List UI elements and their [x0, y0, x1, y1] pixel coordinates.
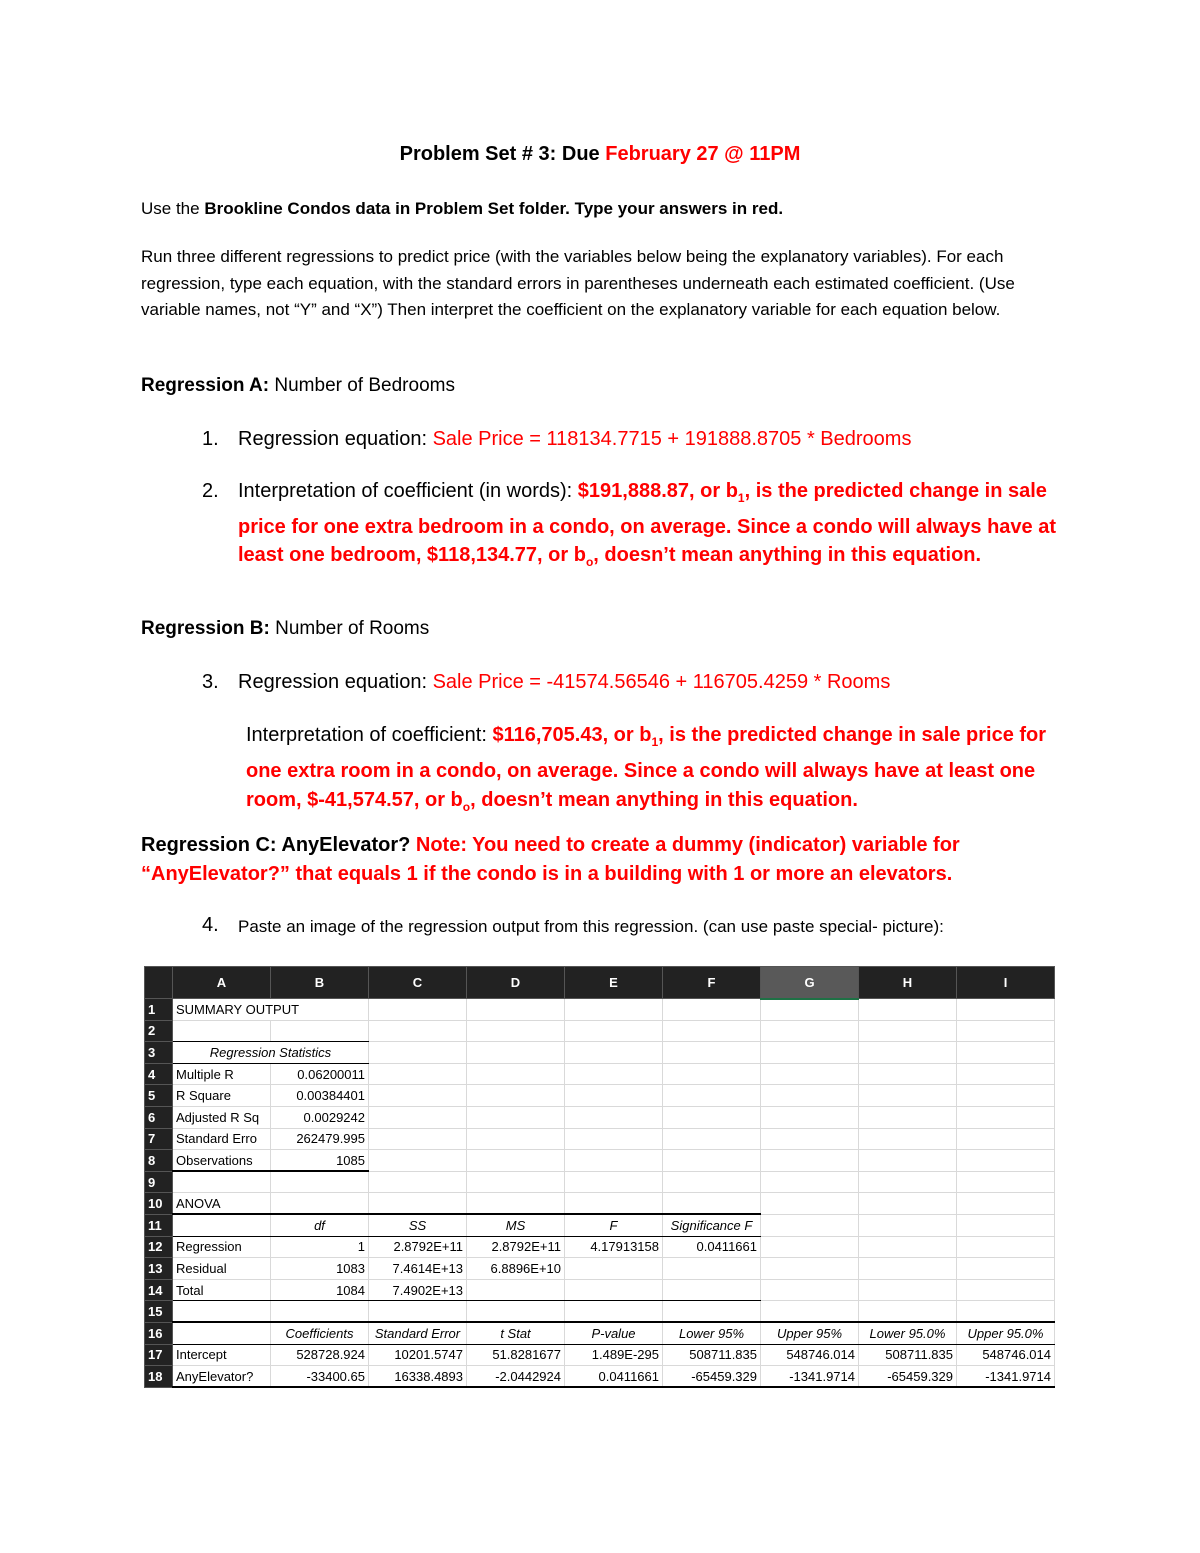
coef-header[interactable]: Upper 95% — [761, 1322, 859, 1344]
coef-cell[interactable]: 16338.4893 — [369, 1366, 467, 1388]
regression-a-label: Regression A: — [141, 375, 270, 396]
row-header[interactable]: 5 — [145, 1085, 173, 1107]
title-prefix: Problem Set # 3: Due — [399, 143, 606, 165]
sheet-row — [145, 1150, 1055, 1172]
question-1 — [202, 425, 1072, 454]
spreadsheet-table — [144, 966, 1055, 1388]
row-header[interactable]: 4 — [145, 1063, 173, 1085]
question-2-subscript-o: o — [585, 555, 594, 569]
anova-sig[interactable] — [663, 1258, 761, 1280]
coef-cell[interactable]: -33400.65 — [271, 1366, 369, 1388]
anova-ss[interactable]: 7.4614E+13 — [369, 1258, 467, 1280]
column-header-c[interactable]: C — [369, 967, 467, 999]
sheet-row — [145, 1279, 1055, 1301]
stat-value[interactable]: 262479.995 — [271, 1128, 369, 1150]
coef-cell[interactable]: 10201.5747 — [369, 1344, 467, 1366]
row-header[interactable]: 1 — [145, 999, 173, 1021]
anova-df[interactable]: 1084 — [271, 1279, 369, 1301]
sheet-row — [145, 1214, 1055, 1236]
column-header-row — [145, 967, 1055, 999]
column-header-g[interactable]: G — [761, 967, 859, 999]
anova-header-df[interactable]: df — [271, 1214, 369, 1236]
coef-cell[interactable]: 548746.014 — [957, 1344, 1055, 1366]
anova-label[interactable]: ANOVA — [173, 1193, 271, 1215]
coef-cell[interactable]: -65459.329 — [859, 1366, 957, 1388]
anova-df[interactable]: 1 — [271, 1236, 369, 1258]
question-2-answer-part-a: $191,888.87, or b — [577, 480, 738, 502]
stat-label[interactable]: Multiple R — [173, 1063, 271, 1085]
anova-ms[interactable]: 2.8792E+11 — [467, 1236, 565, 1258]
row-header[interactable]: 16 — [145, 1322, 173, 1344]
regression-a-heading — [141, 375, 455, 397]
anova-row-label[interactable]: Regression — [173, 1236, 271, 1258]
question-3-number: 3. — [202, 671, 219, 693]
coef-row-label[interactable]: Intercept — [173, 1344, 271, 1366]
question-4 — [202, 913, 1072, 942]
coef-cell[interactable]: 1.489E-295 — [565, 1344, 663, 1366]
select-all-corner[interactable] — [145, 967, 173, 999]
anova-header-ss[interactable]: SS — [369, 1214, 467, 1236]
regression-b-label: Regression B: — [141, 618, 270, 639]
question-4-text: Paste an image of the regression output from this regression. (can use paste special- picture): — [238, 917, 944, 936]
anova-ss[interactable]: 2.8792E+11 — [369, 1236, 467, 1258]
stat-label[interactable]: Observations — [173, 1150, 271, 1172]
sheet-row — [145, 1171, 1055, 1193]
regression-b-variable: Number of Rooms — [269, 618, 430, 639]
sheet-row — [145, 1042, 1055, 1064]
coef-cell[interactable]: 0.0411661 — [565, 1366, 663, 1388]
row-header[interactable]: 6 — [145, 1106, 173, 1128]
row-header[interactable]: 18 — [145, 1366, 173, 1388]
interpretation-subscript-o: o — [462, 800, 471, 814]
sheet-row — [145, 1301, 1055, 1323]
anova-f[interactable]: 4.17913158 — [565, 1236, 663, 1258]
stat-label[interactable]: Adjusted R Sq — [173, 1106, 271, 1128]
coef-cell[interactable]: 508711.835 — [859, 1344, 957, 1366]
coef-cell[interactable]: 508711.835 — [663, 1344, 761, 1366]
interpretation-subscript-1: 1 — [651, 735, 659, 749]
anova-sig[interactable]: 0.0411661 — [663, 1236, 761, 1258]
coef-cell[interactable]: 548746.014 — [761, 1344, 859, 1366]
anova-sig[interactable] — [663, 1279, 761, 1301]
stat-value[interactable]: 0.06200011 — [271, 1063, 369, 1085]
sheet-row — [145, 1128, 1055, 1150]
question-3-label: Regression equation: — [238, 671, 433, 693]
coef-cell[interactable]: -1341.9714 — [957, 1366, 1055, 1388]
row-header[interactable]: 11 — [145, 1214, 173, 1236]
sheet-row — [145, 1063, 1055, 1085]
anova-row-label[interactable]: Residual — [173, 1258, 271, 1280]
interpretation-part-c: , doesn’t mean anything in this equation. — [470, 789, 858, 811]
anova-header-ms[interactable]: MS — [467, 1214, 565, 1236]
anova-df[interactable]: 1083 — [271, 1258, 369, 1280]
column-header-a[interactable]: A — [173, 967, 271, 999]
question-2-number: 2. — [202, 480, 219, 502]
coef-cell[interactable]: 528728.924 — [271, 1344, 369, 1366]
anova-f[interactable] — [565, 1279, 663, 1301]
sheet-row — [145, 1258, 1055, 1280]
stat-value[interactable]: 0.00384401 — [271, 1085, 369, 1107]
coef-header[interactable]: Coefficients — [271, 1322, 369, 1344]
regression-c-heading — [141, 831, 1041, 889]
anova-row-label[interactable]: Total — [173, 1279, 271, 1301]
sheet-row — [145, 1085, 1055, 1107]
anova-f[interactable] — [565, 1258, 663, 1280]
question-4-number: 4. — [202, 914, 219, 936]
stat-value[interactable]: 1085 — [271, 1150, 369, 1172]
row-header[interactable]: 17 — [145, 1344, 173, 1366]
question-1-answer: Sale Price = 118134.7715 + 191888.8705 * Bedrooms — [432, 428, 912, 450]
stat-label[interactable]: R Square — [173, 1085, 271, 1107]
question-1-label: Regression equation: — [238, 428, 433, 450]
sheet-row — [145, 1366, 1055, 1388]
anova-ms[interactable]: 6.8896E+10 — [467, 1258, 565, 1280]
column-header-e[interactable]: E — [565, 967, 663, 999]
sheet-row — [145, 1344, 1055, 1366]
row-header[interactable]: 12 — [145, 1236, 173, 1258]
anova-ss[interactable]: 7.4902E+13 — [369, 1279, 467, 1301]
question-2-subscript-1: 1 — [737, 491, 745, 505]
instructions-bold-text: Brookline Condos data in Problem Set folder. Type your answers in red. — [204, 199, 784, 218]
coef-header[interactable]: Lower 95.0% — [859, 1322, 957, 1344]
coef-header[interactable]: Standard Error — [369, 1322, 467, 1344]
row-header[interactable]: 2 — [145, 1020, 173, 1042]
row-header[interactable]: 8 — [145, 1150, 173, 1172]
stat-label[interactable]: Standard Erro — [173, 1128, 271, 1150]
summary-output-cell[interactable]: SUMMARY OUTPUT — [173, 999, 369, 1021]
instructions-line — [141, 196, 1061, 223]
coef-cell[interactable]: -1341.9714 — [761, 1366, 859, 1388]
sheet-row — [145, 1106, 1055, 1128]
row-header[interactable]: 13 — [145, 1258, 173, 1280]
row-header[interactable]: 9 — [145, 1171, 173, 1193]
coef-header[interactable]: t Stat — [467, 1322, 565, 1344]
sheet-row — [145, 999, 1055, 1021]
coef-row-label[interactable]: AnyElevator? — [173, 1366, 271, 1388]
question-2 — [202, 477, 1072, 577]
question-2-answer-part-b: , is the predicted change in sale price for one extra bedroom in a condo, on average. Since a condo will always have at least one bedroom, $118,134.77, or b — [238, 480, 1057, 566]
coef-cell[interactable]: -65459.329 — [663, 1366, 761, 1388]
interpretation-part-a: $116,705.43, or b — [492, 724, 652, 746]
coef-cell[interactable]: 51.8281677 — [467, 1344, 565, 1366]
column-header-f[interactable]: F — [663, 967, 761, 999]
stat-value[interactable]: 0.0029242 — [271, 1106, 369, 1128]
row-header[interactable]: 15 — [145, 1301, 173, 1323]
question-2-label: Interpretation of coefficient (in words): — [238, 480, 578, 502]
interpretation-label: Interpretation of coefficient: — [246, 724, 493, 746]
coef-cell[interactable]: -2.0442924 — [467, 1366, 565, 1388]
anova-ms[interactable] — [467, 1279, 565, 1301]
coef-header[interactable]: Upper 95.0% — [957, 1322, 1055, 1344]
sheet-row — [145, 1193, 1055, 1215]
regression-output-sheet — [144, 966, 1055, 1388]
column-header-i[interactable]: I — [957, 967, 1055, 999]
column-header-d[interactable]: D — [467, 967, 565, 999]
coef-header[interactable]: P-value — [565, 1322, 663, 1344]
row-header[interactable]: 10 — [145, 1193, 173, 1215]
sheet-row — [145, 1322, 1055, 1344]
anova-header-significance[interactable]: Significance F — [663, 1214, 761, 1236]
sheet-row — [145, 1020, 1055, 1042]
sheet-row — [145, 1236, 1055, 1258]
question-3 — [202, 668, 1072, 697]
anova-header-f[interactable]: F — [565, 1214, 663, 1236]
regression-b-heading — [141, 618, 429, 640]
instructions-paragraph: Run three different regressions to predict price (with the variables below being the explanatory variables). For each regression, type each equation, with the standard errors in parentheses underneath each estimated coefficient. (Use variable names, not “Y” and “X”) Then interpret the coefficient on the explanatory variable for each equation below. — [141, 247, 1015, 319]
due-date: February 27 @ 11PM — [605, 143, 801, 165]
regression-a-variable: Number of Bedrooms — [269, 375, 455, 396]
regression-b-interpretation — [246, 721, 1076, 822]
row-header[interactable]: 7 — [145, 1128, 173, 1150]
question-3-answer: Sale Price = -41574.56546 + 116705.4259 * Rooms — [432, 671, 891, 693]
regression-c-label: Regression C: AnyElevator? — [141, 834, 411, 856]
regression-statistics-header[interactable]: Regression Statistics — [173, 1042, 369, 1064]
coef-header[interactable]: Lower 95% — [663, 1322, 761, 1344]
question-1-number: 1. — [202, 428, 219, 450]
instructions-text: Use the — [141, 199, 205, 218]
question-2-answer-part-c: , doesn’t mean anything in this equation. — [593, 544, 982, 566]
row-header[interactable]: 3 — [145, 1042, 173, 1064]
column-header-h[interactable]: H — [859, 967, 957, 999]
column-header-b[interactable]: B — [271, 967, 369, 999]
regression-c-note: Note: You need to create a dummy (indicator) variable for “AnyElevator?” that equals 1 if the condo is in a building with 1 or more an elevators. — [141, 834, 960, 885]
page-title — [0, 143, 1200, 166]
row-header[interactable]: 14 — [145, 1279, 173, 1301]
interpretation-part-b: , is the predicted change in sale price for one extra room in a condo, on average. Since a condo will always have at least one room, $-41,574.57, or b — [246, 724, 1047, 811]
